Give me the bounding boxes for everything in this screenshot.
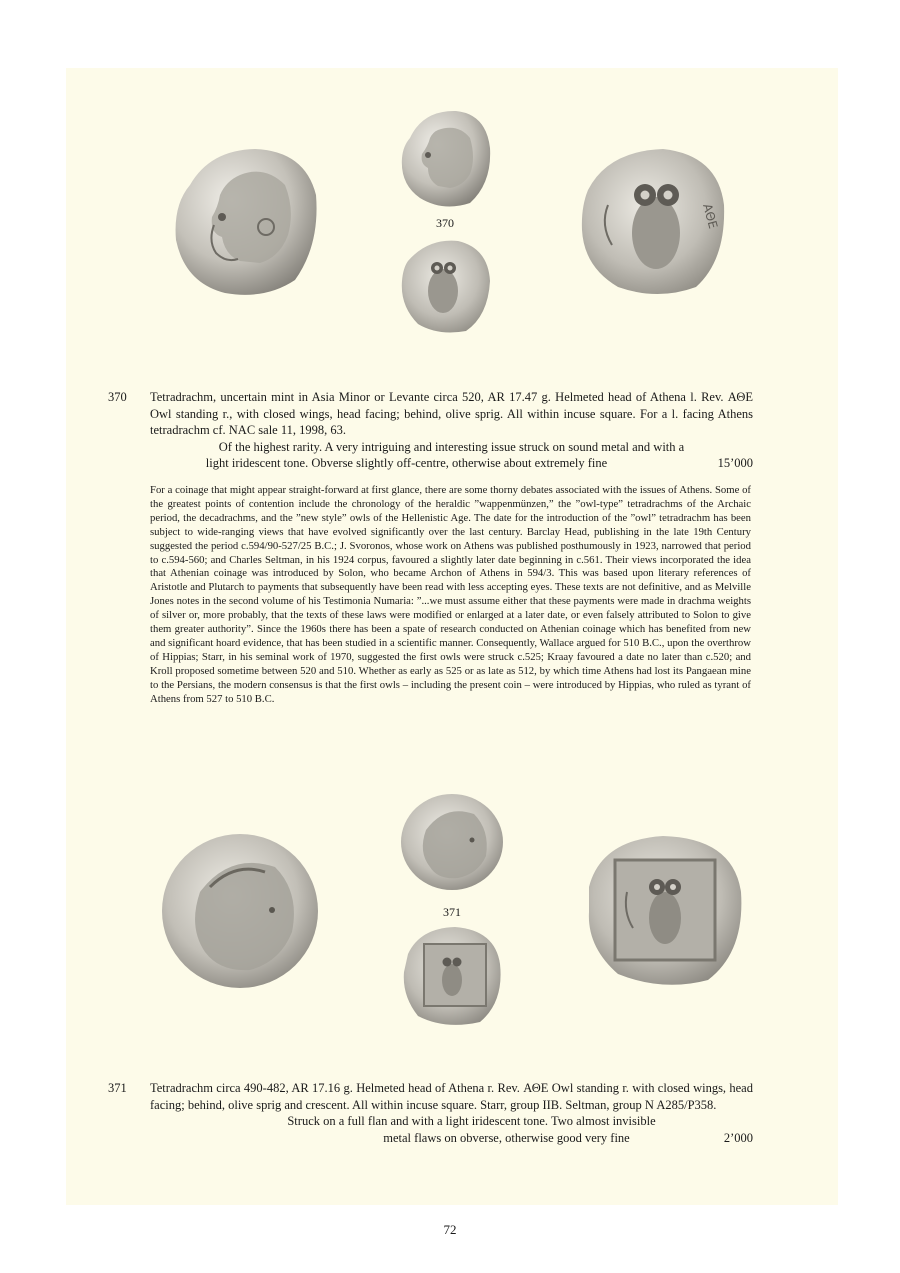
lot-370-price: 15’000 xyxy=(717,456,753,470)
coin-371-reverse-large xyxy=(583,832,745,990)
lot-370-entry xyxy=(108,389,753,472)
lot-370-commentary: For a coinage that might appear straight-forward at first glance, there are some thorny debates associated with the issues of Athens. Some of the greatest points of contention include the chronology of the heraldic ”wappenmünzen,” the ”owl-type” tetradrachms of the Archaic period, the decadrachms, and the ”new style” owls of the Hellenistic Age. The date for the introduction of the ”owl” tetradrachm has been subject to wide-ranging views that have evolved significantly over the last century. Barclay Head, publishing in the late 19th Century suggested the period c.594/90-527/25 B.C.; J. Svoronos, whose work on Athens was published posthumously in 1923, narrowed that period to c.594-560; and Charles Seltman, in his 1924 corpus, favoured a slightly later date beginning in c.561. Their views incorporated the idea that Athenian coinage was introduced by Solon, who became Archon of Athens in 594/3. This was based upon literary references of Aristotle and Plutarch to payments that subsequently have been read with less accepting eyes. These texts are not definitive, and as Melville Jones notes in the second volume of his Testimonia Numaria: ”...we must assume either that these payments were made in drachma weights of silver or, more probably, that the texts of these laws were modified or enlarged at a later date, or even falsely attributed to Solon to give them greater authority”. Since the 1960s there has been a spate of research conducted on Athenian coinage which has benefited from new and significant hoard evidence, that has been studied in a scientific manner. Consequently, Wallace argued for 510 B.C., upon the overthrow of Hippias; Starr, in his seminal work of 1970, suggested the first owls were struck c.525; Kraay favoured a date no later than c.520; and Kroll proposed sometime between 520 and 510. Whether as early as 525 or as late as 512, by which time Athens had lost its Pangaean mine to the Persians, the modern consensus is that the first owls – including the present coin – were introduced by Hippias, who ruled as tyrant of Athens from 527 to 510 B.C. xyxy=(150,484,751,705)
lot-371-description: Tetradrachm circa 490-482, AR 17.16 g. Helmeted head of Athena r. Rev. ΑΘΕ Owl standing r. with closed wings, head facing; behind, olive sprig and crescent. All within incuse square. Starr, group IIB. Seltman, group N A285/P358. xyxy=(150,1081,753,1112)
coin-370-obverse-small xyxy=(398,108,493,210)
coin-371-obverse-large xyxy=(160,832,320,990)
coin-371-label: 371 xyxy=(443,905,461,919)
lot-371-condition-line1: Struck on a full flan and with a light iridescent tone. Two almost invisible xyxy=(287,1114,656,1128)
lot-371-condition-line2: metal flaws on obverse, otherwise good very fine xyxy=(383,1130,630,1145)
coin-370-obverse-large xyxy=(170,145,320,300)
coin-370-reverse-small xyxy=(398,236,493,336)
coin-inscription: ΑΘΕ xyxy=(700,202,721,231)
page-number: 72 xyxy=(443,1222,457,1237)
coin-371-obverse-small xyxy=(400,792,505,892)
lot-370-condition-line1: Of the highest rarity. A very intriguing and interesting issue struck on sound metal and with a xyxy=(218,439,685,454)
lot-371-number: 371 xyxy=(108,1081,127,1095)
lot-370-condition-row xyxy=(150,455,753,472)
coin-370-label: 370 xyxy=(436,216,454,230)
lot-371-condition-row xyxy=(150,1130,753,1147)
lot-370-condition-line2: light iridescent tone. Obverse slightly off-centre, otherwise about extremely fine xyxy=(205,456,608,470)
lot-370-description: Tetradrachm, uncertain mint in Asia Minor or Levante circa 520, AR 17.47 g. Helmeted head of Athena l. Rev. ΑΘΕ Owl standing r., with closed wings, head facing; behind, olive sprig. All within incuse square. For a l. facing Athens tetradrachm cf. NAC sale 11, 1998, 63. xyxy=(150,390,753,437)
lot-371-price: 2’000 xyxy=(723,1130,753,1145)
coin-371-reverse-small xyxy=(400,924,505,1028)
lot-371-entry xyxy=(108,1080,753,1146)
lot-370-number: 370 xyxy=(108,390,127,404)
coin-370-reverse-large xyxy=(578,145,728,300)
